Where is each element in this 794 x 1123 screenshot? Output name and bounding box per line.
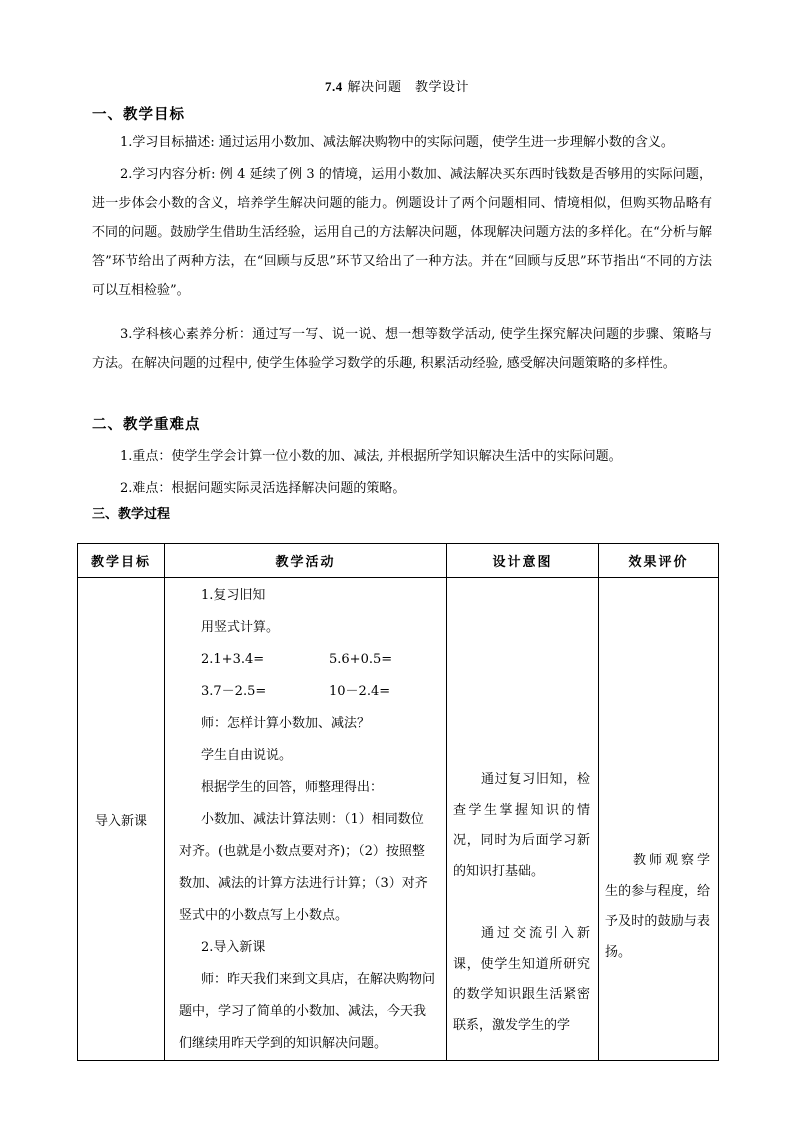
rules-text: 小数加、减法计算法则：（1）相同数位对齐。(也就是小数点要对齐)；（2）按照整数加、减法的计算方法进行计算；（3）对齐竖式中的小数点写上小数点。 [179, 812, 428, 923]
table-row [78, 578, 719, 1061]
goal-3: 3.学科核心素养分析：通过写一写、说一说、想一想等数学活动, 使学生探究解决问题的步骤、策略与方法。在解决问题的过程中, 使学生体验学习数学的乐趣, 积累活动经验, 感受解决问题策略的多样性。 [92, 327, 712, 371]
activity-cell [165, 578, 447, 1061]
calc-2: 5.6+0.5= [329, 652, 393, 667]
header-goal: 教学目标 [78, 544, 165, 578]
calc-row-1 [179, 644, 446, 676]
step1-title: 1.复习旧知 [201, 588, 266, 603]
header-evaluation: 效果评价 [599, 544, 719, 578]
calc-row-2 [179, 676, 446, 708]
step1-instruction: 用竖式计算。 [201, 620, 280, 635]
calc-3: 3.7－2.5= [201, 684, 267, 699]
intent-1: 通过复习旧知，检查学生掌握知识的情况，同时为后面学习新的知识打基础。 [453, 772, 590, 879]
lesson-table [77, 543, 719, 1061]
evaluation-text: 教师观察学生的参与程度，给予及时的鼓励与表扬。 [605, 853, 710, 960]
process-heading: 三、教学过程 [92, 507, 171, 522]
goal-1: 1.学习目标描述: 通过运用小数加、减法解决购物中的实际问题，使学生进一步理解小数的含义。 [120, 135, 674, 150]
intent-2: 通过交流引入新课，使学生知道所研究的数学知识跟生活紧密联系，激发学生的学 [453, 926, 590, 1033]
key-heading: 二、教学重难点 [92, 416, 201, 433]
goal-2: 2.学习内容分析: 例 4 延续了例 3 的情境，运用小数加、减法解决买东西时钱数是否够用的实际问题，进一步体会小数的含义，培养学生解决问题的能力。例题设计了两个问题相同、情境相似，但购买物品略有不同的问题。鼓励学生借助生活经验，运用自己的方法解决问题，体现解决问题方法的多样化。在“分析与解答”环节给出了两种方法，在“回顾与反思”环节又给出了一种方法。并在“回顾与反思”环节指出“不同的方法可以互相检验”。 [92, 167, 712, 298]
summary-intro: 根据学生的回答，师整理得出： [201, 780, 384, 795]
intent-cell [447, 578, 599, 1061]
title-number: 7.4 [325, 79, 343, 94]
evaluation-cell [599, 578, 719, 1061]
step2-text: 师：昨天我们来到文具店，在解决购物问题中，学习了简单的小数加、减法，今天我们继续用昨天学到的知识解决问题。 [179, 972, 436, 1051]
calc-1: 2.1+3.4= [201, 652, 265, 667]
goal-text: 导入新课 [94, 813, 147, 829]
header-intent: 设计意图 [447, 544, 599, 578]
key-point-2: 2.难点：根据问题实际灵活选择解决问题的策略。 [120, 481, 406, 496]
header-activity: 教学活动 [165, 544, 447, 578]
students-line: 学生自由说说。 [201, 748, 293, 763]
step2-title: 2.导入新课 [201, 940, 266, 955]
teacher-question: 师：怎样计算小数加、减法？ [201, 716, 371, 731]
calc-4: 10－2.4= [329, 684, 391, 699]
goal-cell [78, 578, 165, 1061]
goals-heading: 一、教学目标 [92, 106, 185, 123]
page-title [0, 76, 794, 95]
table-header-row [78, 544, 719, 578]
key-point-1: 1.重点：使学生学会计算一位小数的加、减法, 并根据所学知识解决生活中的实际问题。 [120, 449, 622, 464]
title-text: 解决问题 教学设计 [347, 80, 469, 95]
